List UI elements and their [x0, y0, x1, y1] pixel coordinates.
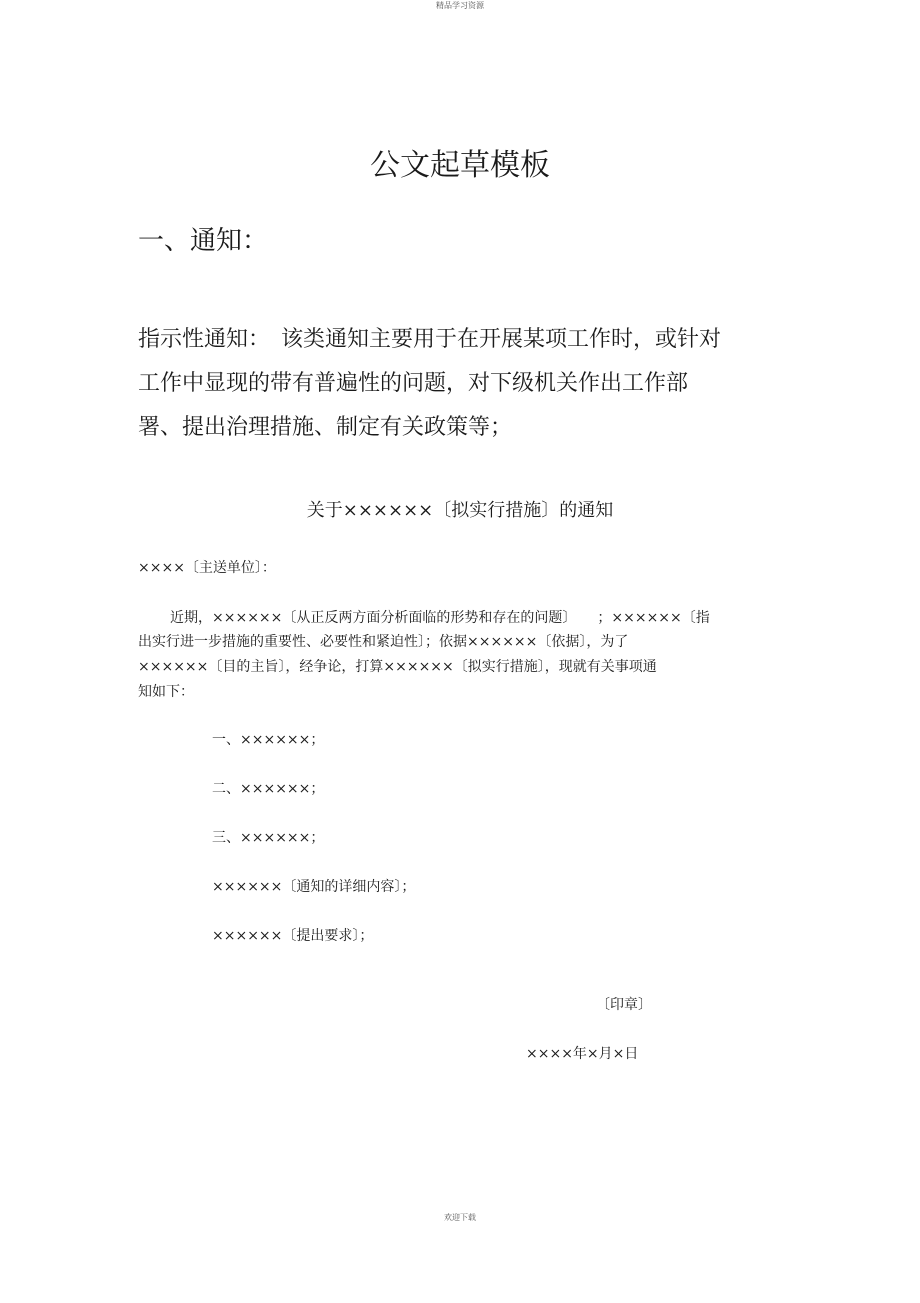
recipient-line: ××××〔主送单位〕： [138, 560, 276, 576]
list-item: ××××××〔提出要求〕； [212, 928, 374, 944]
page-footer-note: 欢迎下载 [444, 1213, 476, 1222]
body-line: 出实行进一步措施的重要性、必要性和紧迫性〕；依据××××××〔依据〕，为了 [138, 634, 629, 650]
list-item: 二、××××××； [212, 781, 325, 797]
list-item: 一、××××××； [212, 732, 325, 748]
notice-title: 关于××××××〔拟实行措施〕的通知 [306, 500, 614, 521]
intro-line: 工作中显现的带有普遍性的问题，对下级机关作出工作部 [138, 371, 689, 396]
intro-line: 署、提出治理措施、制定有关政策等； [138, 415, 513, 440]
body-line: ××××××〔目的主旨〕，经争论，打算××××××〔拟实行措施〕，现就有关事项通 [138, 659, 657, 675]
page-header-note: 精品学习资源 [436, 1, 484, 10]
issue-date: ××××年×月×日 [526, 1046, 639, 1062]
list-item: ××××××〔通知的详细内容〕； [212, 879, 416, 895]
section-heading: 一、通知： [138, 226, 269, 256]
seal-placeholder: 〔印章〕 [596, 997, 652, 1013]
body-line: 近期，××××××〔从正反两方面分析面临的形势和存在的问题〕 ；××××××〔指 [170, 610, 710, 626]
body-line: 知如下： [138, 684, 194, 700]
intro-line: 指示性通知： 该类通知主要用于在开展某项工作时，或针对 [138, 327, 722, 352]
document-title: 公文起草模板 [370, 148, 550, 183]
list-item: 三、××××××； [212, 830, 325, 846]
